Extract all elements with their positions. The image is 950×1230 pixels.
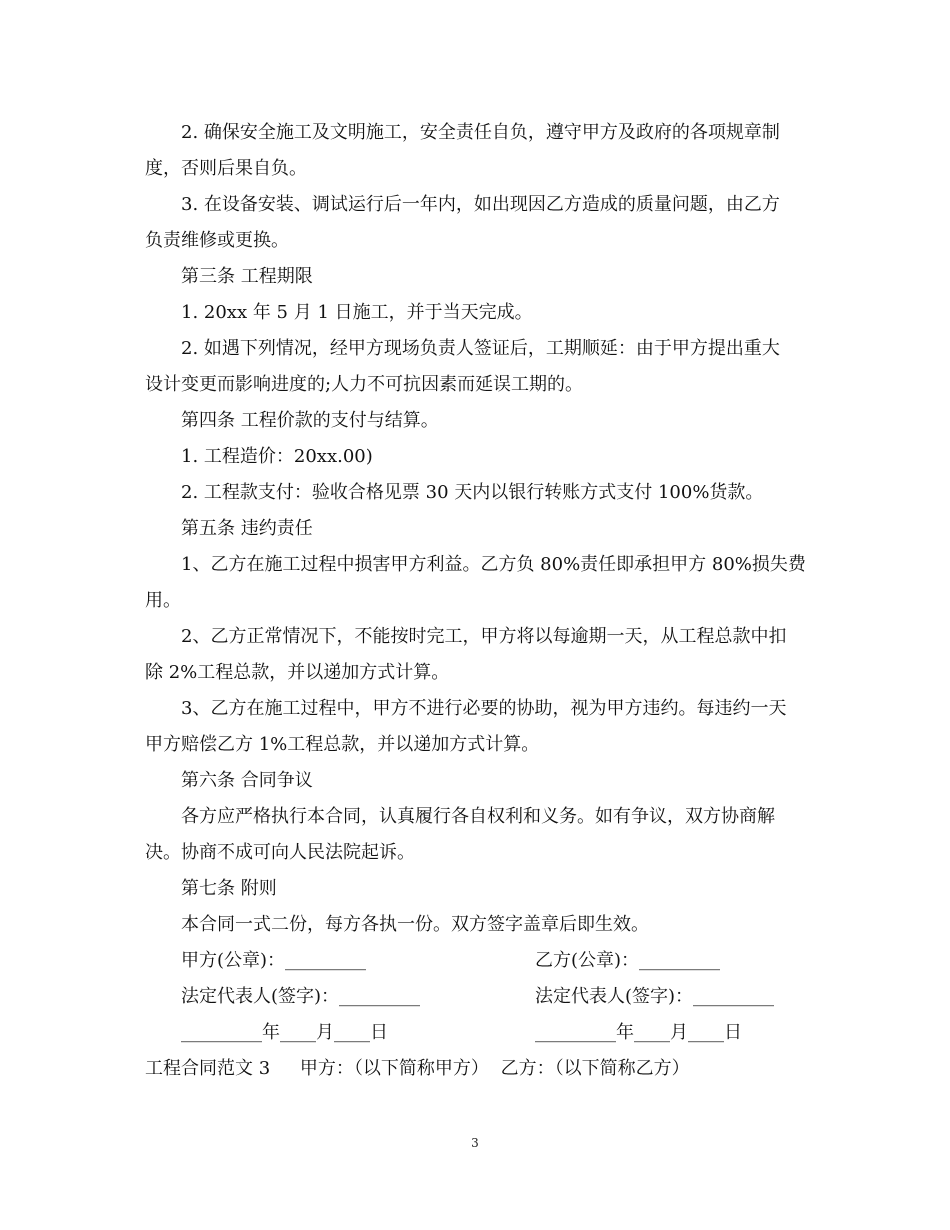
paragraph-dispute-cont: 决。协商不成可向人民法院起诉。 xyxy=(145,842,415,863)
paragraph-breach-3-cont: 甲方赔偿乙方 1%工程总款，并以递加方式计算。 xyxy=(145,734,540,755)
signature-row-seal xyxy=(145,943,807,979)
paragraph-warranty-cont: 负责维修或更换。 xyxy=(145,230,289,251)
paragraph-schedule: 1. 20xx 年 5 月 1 日施工，并于当天完成。 xyxy=(181,302,533,323)
next-contract-title: 工程合同范文 3 xyxy=(145,1058,271,1079)
heading-article-6: 第六条 合同争议 xyxy=(181,770,313,791)
paragraph-breach-2: 2、乙方正常情况下，不能按时完工，甲方将以每逾期一天，从工程总款中扣 xyxy=(181,626,787,647)
paragraph-breach-1: 1、乙方在施工过程中损害甲方利益。乙方负 80%责任即承担甲方 80%损失费 xyxy=(181,554,806,575)
paragraph-copies: 本合同一式二份，每方各执一份。双方签字盖章后即生效。 xyxy=(181,914,649,935)
party-b-date: _________年____月____日 xyxy=(535,1022,742,1043)
paragraph-safety: 2. 确保安全施工及文明施工，安全责任自负，遵守甲方及政府的各项规章制 xyxy=(181,122,780,143)
next-contract-party-a: 甲方：（以下简称甲方） xyxy=(299,1058,489,1079)
document-body xyxy=(145,115,807,1087)
next-contract-party-b: 乙方：（以下简称乙方） xyxy=(500,1058,690,1079)
party-a-representative: 法定代表人(签字)：_________ xyxy=(181,986,421,1007)
party-b-seal: 乙方(公章)：_________ xyxy=(535,950,721,971)
paragraph-breach-3: 3、乙方在施工过程中，甲方不进行必要的协助，视为甲方违约。每违约一天 xyxy=(181,698,787,719)
paragraph-cost: 1. 工程造价：20xx.00) xyxy=(181,446,373,467)
paragraph-breach-2-cont: 除 2%工程总款，并以递加方式计算。 xyxy=(145,662,450,683)
signature-row-date xyxy=(145,1015,807,1051)
signature-row-rep xyxy=(145,979,807,1015)
paragraph-breach-1-cont: 用。 xyxy=(145,590,181,611)
heading-article-5: 第五条 违约责任 xyxy=(181,518,313,539)
paragraph-extension: 2. 如遇下列情况，经甲方现场负责人签证后，工期顺延：由于甲方提出重大 xyxy=(181,338,780,359)
page-number: 3 xyxy=(471,1136,479,1150)
heading-article-4: 第四条 工程价款的支付与结算。 xyxy=(181,410,439,431)
next-contract-line xyxy=(145,1051,807,1087)
paragraph-safety-cont: 度，否则后果自负。 xyxy=(145,158,307,179)
paragraph-extension-cont: 设计变更而影响进度的;人力不可抗因素而延误工期的。 xyxy=(145,374,584,395)
paragraph-warranty: 3. 在设备安装、调试运行后一年内，如出现因乙方造成的质量问题，由乙方 xyxy=(181,194,780,215)
party-a-date: _________年____月____日 xyxy=(181,1022,388,1043)
paragraph-payment: 2. 工程款支付：验收合格见票 30 天内以银行转账方式支付 100%货款。 xyxy=(181,482,764,503)
paragraph-dispute: 各方应严格执行本合同，认真履行各自权利和义务。如有争议，双方协商解 xyxy=(181,806,775,827)
heading-article-3: 第三条 工程期限 xyxy=(181,266,313,287)
heading-article-7: 第七条 附则 xyxy=(181,878,277,899)
party-a-seal: 甲方(公章)：_________ xyxy=(181,950,367,971)
party-b-representative: 法定代表人(签字)：_________ xyxy=(535,986,775,1007)
